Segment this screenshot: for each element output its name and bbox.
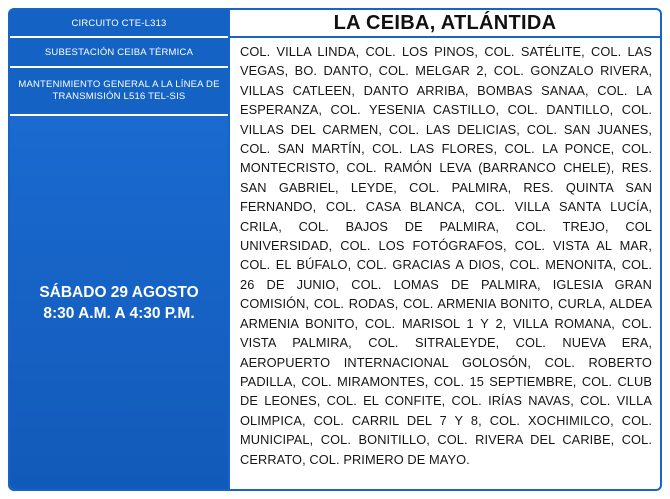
outage-time: 8:30 A.M. A 4:30 P.M. (43, 304, 195, 322)
maintenance-label: MANTENIMIENTO GENERAL A LA LÍNEA DE TRANSMISIÓN L516 TEL-SIS (10, 68, 228, 116)
substation-label: SUBESTACIÓN CEIBA TÉRMICA (10, 38, 228, 68)
date-time-block (10, 116, 228, 489)
circuit-label: CIRCUITO CTE-L313 (10, 10, 228, 38)
affected-areas-column (228, 10, 660, 489)
affected-areas-list: COL. VILLA LINDA, COL. LOS PINOS, COL. SATÉLITE, COL. LAS VEGAS, BO. DANTO, COL. MELGAR 2, COL. GONZALO RIVERA, VILLAS CATLEEN, DANTO ARRIBA, BOMBAS SANAA, COL. LA ESPERANZA, COL. YESENIA CASTILLO, COL. DANTILLO, COL. VILLAS DEL CARMEN, COL. LAS DELICIAS, COL. SAN JUANES, COL. SAN MARTÍN, COL. LAS FLORES, COL. LA PONCE, COL. MONTECRISTO, COL. RAMÓN LEVA (BARRANCO CHELE), RES. SAN GABRIEL, LEYDE, COL. PALMIRA, RES. QUINTA SAN FERNANDO, COL. CASA BLANCA, COL. VILLA SANTA LUCÍA, CRILA, COL. BAJOS DE PALMIRA, COL. TREJO, COL UNIVERSIDAD, COL. LOS FOTÓGRAFOS, COL. VISTA AL MAR, COL. EL BÚFALO, COL. GRACIAS A DIOS, COL. MENONITA, COL. 26 DE JUNIO, COL. LOMAS DE PALMIRA, IGLESIA GRAN COMISIÓN, COL. RODAS, COL. ARMENIA BONITO, CURLA, ALDEA ARMENIA BONITO, COL. MARISOL 1 Y 2, VILLA ROMANA, COL. VISTA PALMIRA, COL. SITRALEYDE, COL. NUEVA ERA, AEROPUERTO INTERNACIONAL GOLOSÓN, COL. ROBERTO PADILLA, COL. MIRAMONTES, COL. 15 SEPTIEMBRE, COL. CLUB DE LEONES, COL. EL CONFITE, COL. IRÍAS NAVAS, COL. VILLA OLIMPICA, COL. CARRIL DEL 7 Y 8, COL. XOCHIMILCO, COL. MUNICIPAL, COL. BONITILLO, COL. RIVERA DEL CARIBE, COL. CERRATO, COL. PRIMERO DE MAYO. (240, 44, 652, 467)
schedule-column (10, 10, 228, 489)
city-title: LA CEIBA, ATLÁNTIDA (230, 10, 660, 38)
outage-date: SÁBADO 29 AGOSTO (39, 283, 199, 301)
outage-notice-card (8, 8, 662, 491)
